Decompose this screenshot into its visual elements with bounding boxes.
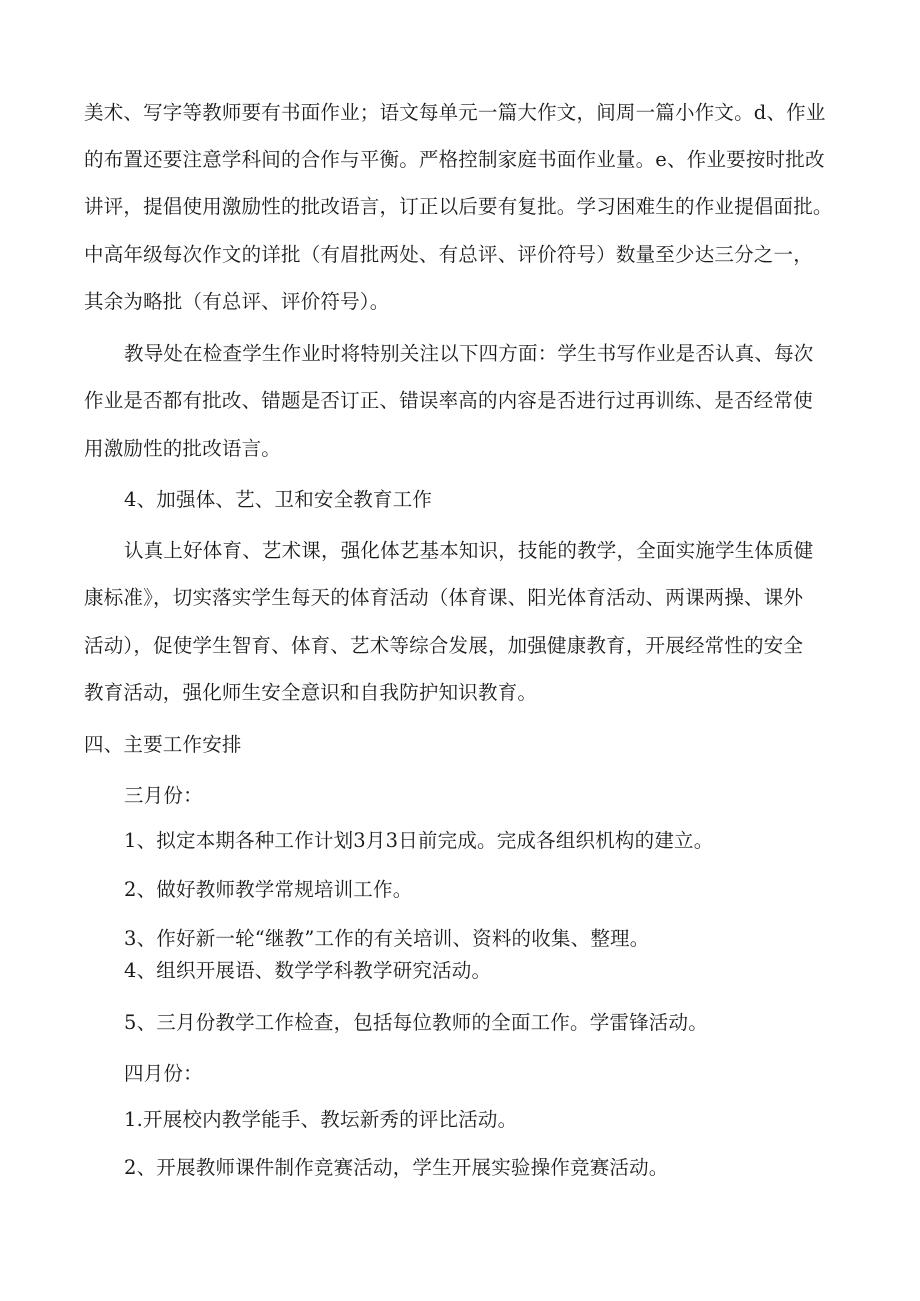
text-line: 美术、写字等教师要有书面作业；语文每单元一篇大作文，间周一篇小作文。d、作业 bbox=[84, 101, 826, 124]
text-line: 其余为略批（有总评、评价符号）。 bbox=[84, 290, 390, 313]
list-item: 3、作好新一轮“继教”工作的有关培训、资料的收集、整理。 bbox=[124, 927, 650, 950]
list-item: 2、做好教师教学常规培训工作。 bbox=[124, 878, 413, 901]
text-line: 中高年级每次作文的详批（有眉批两处、有总评、评价符号）数量至少达三分之一， bbox=[84, 243, 813, 266]
list-item: 4、组织开展语、数学学科教学研究活动。 bbox=[124, 959, 492, 982]
text-line: 教导处在检查学生作业时将特别关注以下四方面：学生书写作业是否认真、每次 bbox=[124, 342, 814, 365]
section-four-title: 四、主要工作安排 bbox=[84, 733, 242, 756]
text-line: 作业是否都有批改、错题是否订正、错误率高的内容是否进行过再训练、是否经常使 bbox=[84, 389, 813, 412]
list-item: 1.开展校内教学能手、教坛新秀的评比活动。 bbox=[124, 1108, 518, 1131]
march-title: 三月份： bbox=[124, 784, 203, 807]
text-line: 活动），促使学生智育、体育、艺术等综合发展，加强健康教育，开展经常性的安全 bbox=[84, 634, 804, 657]
text-line: 认真上好体育、艺术课，强化体艺基本知识，技能的教学，全面实施学生体质健 bbox=[124, 539, 814, 562]
list-item: 1、拟定本期各种工作计划3月3日前完成。完成各组织机构的建立。 bbox=[124, 829, 714, 852]
april-title: 四月份： bbox=[124, 1062, 203, 1085]
text-line: 教育活动，强化师生安全意识和自我防护知识教育。 bbox=[84, 681, 538, 704]
list-item: 2、开展教师课件制作竞赛活动，学生开展实验操作竞赛活动。 bbox=[124, 1156, 669, 1179]
text-line: 用激励性的批改语言。 bbox=[84, 437, 282, 460]
text-line: 讲评，提倡使用激励性的批改语言，订正以后要有复批。学习困难生的作业提倡面批。 bbox=[84, 195, 833, 218]
heading-sports: 4、加强体、艺、卫和安全教育工作 bbox=[124, 488, 433, 511]
list-item: 5、三月份教学工作检查，包括每位教师的全面工作。学雷锋活动。 bbox=[124, 1011, 708, 1034]
text-line: 康标准》，切实落实学生每天的体育活动（体育课、阳光体育活动、两课两操、课外 bbox=[84, 586, 804, 609]
text-line: 的布置还要注意学科间的合作与平衡。严格控制家庭书面作业量。e、作业要按时批改 bbox=[84, 148, 825, 171]
